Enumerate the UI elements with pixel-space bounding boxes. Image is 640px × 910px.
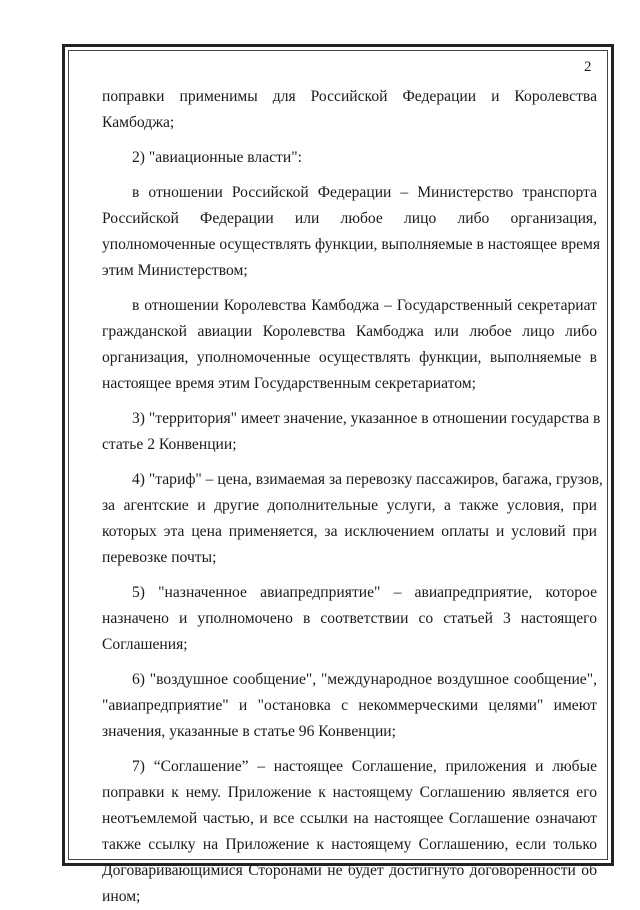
text-line: неотъемлемой частью, и все ссылки на настоящее Соглашение означают	[102, 810, 597, 827]
text-line: 3) "территория" имеет значение, указанное в отношении государства в	[132, 410, 601, 427]
text-line: в отношении Российской Федерации – Министерство транспорта	[132, 184, 597, 201]
text-line: в отношении Королевства Камбоджа – Государственный секретариат	[132, 297, 597, 314]
text-line: организация, уполномоченные осуществлять функции, выполняемые в	[102, 349, 597, 366]
text-line: Договаривающимися Сторонами не будет достигнуто договоренности об	[102, 862, 597, 879]
text-line: этим Министерством;	[102, 262, 248, 279]
text-line: поправки применимы для Российской Федерации и Королевства	[102, 88, 597, 105]
paragraph	[102, 180, 601, 284]
text-line: Соглашения;	[102, 636, 188, 653]
page-number: 2	[584, 59, 592, 75]
text-line: поправки к нему. Приложение к настоящему Соглашению является его	[102, 784, 597, 801]
paragraph	[102, 467, 603, 571]
text-line: также ссылку на Приложение к настоящему Соглашению, если только	[102, 836, 597, 853]
text-line: Камбоджа;	[102, 114, 175, 131]
text-line: гражданской авиации Королевства Камбоджа или любое лицо либо	[102, 323, 597, 340]
text-line: которых эта цена применяется, за исключением оплаты и условий при	[102, 523, 597, 540]
paragraph	[102, 667, 597, 745]
text-line: 7) “Соглашение” – настоящее Соглашение, приложения и любые	[132, 758, 597, 775]
text-line: уполномоченные осуществлять функции, выполняемые в настоящее время	[102, 236, 601, 253]
paragraph	[102, 293, 597, 397]
text-line: ином;	[102, 888, 141, 905]
paragraph	[102, 406, 601, 458]
paragraph	[102, 84, 597, 136]
paragraph	[102, 145, 597, 171]
text-line: 6) "воздушное сообщение", "международное воздушное сообщение",	[132, 671, 597, 688]
document-body	[102, 84, 603, 910]
text-line: 4) "тариф" – цена, взимаемая за перевозку пассажиров, багажа, грузов,	[132, 471, 603, 488]
text-line: 2) "авиационные власти":	[132, 149, 302, 166]
text-line: "авиапредприятие" и "остановка с некоммерческими целями" имеют	[102, 697, 597, 714]
text-line: за агентские и другие дополнительные услуги, а также условия, при	[102, 497, 597, 514]
text-line: перевозке почты;	[102, 549, 217, 566]
paragraph	[102, 754, 597, 910]
text-line: настоящее время этим Государственным секретариатом;	[102, 375, 476, 392]
text-line: назначено и уполномочено в соответствии со статьей 3 настоящего	[102, 610, 597, 627]
text-line: 5) "назначенное авиапредприятие" – авиапредприятие, которое	[132, 584, 597, 601]
paragraph	[102, 580, 597, 658]
text-line: статье 2 Конвенции;	[102, 436, 237, 453]
text-line: значения, указанные в статье 96 Конвенции;	[102, 723, 396, 740]
text-line: Российской Федерации или любое лицо либо организация,	[102, 210, 597, 227]
